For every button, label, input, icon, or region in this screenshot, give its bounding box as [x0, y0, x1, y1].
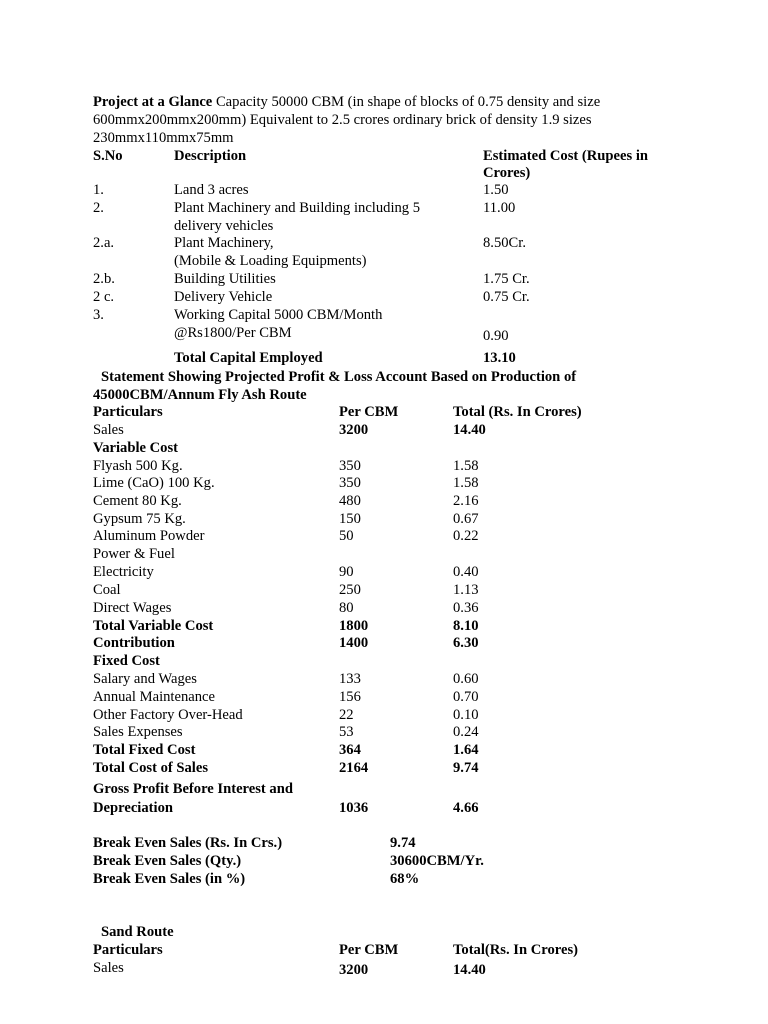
gross-profit-total: 4.66 — [453, 800, 479, 816]
sand-total: 14.40 — [453, 962, 486, 978]
pl-per: 156 — [339, 689, 361, 705]
intro-heading: Project at a Glance — [93, 94, 213, 110]
glance-desc: Plant Machinery and Building including 5 — [174, 200, 421, 216]
glance-desc: Delivery Vehicle — [174, 289, 273, 305]
pl-label: Total Fixed Cost — [93, 742, 196, 758]
breakeven-value: 30600CBM/Yr. — [390, 853, 484, 869]
pl-total: 0.24 — [453, 724, 479, 740]
intro-text: Capacity 50000 CBM (in shape of blocks of 0.75 density and size — [215, 94, 601, 110]
pl-total: 6.30 — [453, 635, 479, 651]
glance-desc: Working Capital 5000 CBM/Month — [174, 307, 383, 323]
glance-cost: 11.00 — [483, 200, 516, 216]
pl-label: Sales — [93, 422, 124, 438]
pl-label: Total Cost of Sales — [93, 760, 209, 776]
pl-total: 0.40 — [453, 564, 479, 580]
glance-sno: 2 c. — [93, 289, 115, 305]
header-estimated-cost-unit: Crores) — [483, 165, 531, 181]
pl-per: 480 — [339, 493, 361, 509]
pl-per: 80 — [339, 600, 354, 616]
gross-profit-per: 1036 — [339, 800, 369, 816]
glance-sno: 2. — [93, 200, 104, 216]
gross-profit-label: Gross Profit Before Interest and — [93, 781, 293, 797]
header-description: Description — [174, 148, 247, 164]
glance-desc: @Rs1800/Per CBM — [174, 325, 292, 341]
pl-total: 0.36 — [453, 600, 479, 616]
pl-total: 0.70 — [453, 689, 479, 705]
pl-per: 2164 — [339, 760, 369, 776]
pl-label: Aluminum Powder — [93, 528, 205, 544]
pl-label: Cement 80 Kg. — [93, 493, 182, 509]
pl-title: Statement Showing Projected Profit & Loss Account Based on Production of — [101, 369, 577, 385]
pl-per: 150 — [339, 511, 361, 527]
pl-per: 50 — [339, 528, 354, 544]
sand-header-per-cbm: Per CBM — [339, 942, 399, 958]
total-capital-value: 13.10 — [483, 350, 516, 366]
pl-total: 1.58 — [453, 475, 479, 491]
pl-per: 250 — [339, 582, 361, 598]
breakeven-label: Break Even Sales (in %) — [93, 871, 246, 887]
glance-desc: (Mobile & Loading Equipments) — [174, 253, 367, 269]
pl-total: 1.58 — [453, 458, 479, 474]
pl-per: 53 — [339, 724, 354, 740]
glance-cost: 8.50Cr. — [483, 235, 526, 251]
intro-line-2: 600mmx200mmx200mm) Equivalent to 2.5 crores ordinary brick of density 1.9 sizes — [93, 112, 592, 128]
pl-label: Direct Wages — [93, 600, 172, 616]
pl-total: 0.67 — [453, 511, 479, 527]
breakeven-label: Break Even Sales (Qty.) — [93, 853, 242, 869]
pl-label: Total Variable Cost — [93, 618, 214, 634]
pl-per: 3200 — [339, 422, 369, 438]
pl-label: Other Factory Over-Head — [93, 707, 243, 723]
sand-per: 3200 — [339, 962, 369, 978]
glance-sno: 2.b. — [93, 271, 115, 287]
pl-per: 90 — [339, 564, 354, 580]
sand-header-particulars: Particulars — [93, 942, 163, 958]
glance-sno: 2.a. — [93, 235, 115, 251]
total-capital-label: Total Capital Employed — [174, 350, 323, 366]
pl-total: 1.64 — [453, 742, 479, 758]
glance-sno: 3. — [93, 307, 104, 323]
pl-total: 8.10 — [453, 618, 479, 634]
glance-cost: 0.75 Cr. — [483, 289, 530, 305]
pl-header-per-cbm: Per CBM — [339, 404, 399, 420]
pl-header-total: Total (Rs. In Crores) — [453, 404, 582, 420]
pl-label: Flyash 500 Kg. — [93, 458, 183, 474]
pl-section-label: Fixed Cost — [93, 653, 160, 669]
pl-per: 350 — [339, 458, 361, 474]
pl-label: Contribution — [93, 635, 175, 651]
header-sno: S.No — [93, 148, 123, 164]
pl-label: Sales Expenses — [93, 724, 183, 740]
pl-subsection-label: Power & Fuel — [93, 546, 175, 562]
pl-label: Gypsum 75 Kg. — [93, 511, 186, 527]
header-estimated-cost: Estimated Cost (Rupees in — [483, 148, 648, 164]
pl-label: Annual Maintenance — [93, 689, 215, 705]
breakeven-label: Break Even Sales (Rs. In Crs.) — [93, 835, 283, 851]
pl-per: 350 — [339, 475, 361, 491]
pl-header-particulars: Particulars — [93, 404, 163, 420]
glance-cost: 1.75 Cr. — [483, 271, 530, 287]
pl-per: 1400 — [339, 635, 369, 651]
glance-cost: 0.90 — [483, 328, 509, 344]
glance-desc: Plant Machinery, — [174, 235, 274, 251]
intro-line-3: 230mmx110mmx75mm — [93, 130, 234, 146]
sand-header-total: Total(Rs. In Crores) — [453, 942, 579, 958]
pl-label: Coal — [93, 582, 121, 598]
pl-per: 364 — [339, 742, 361, 758]
pl-section-label: Variable Cost — [93, 440, 178, 456]
intro-line-1 — [93, 93, 600, 111]
pl-total: 1.13 — [453, 582, 479, 598]
pl-label: Electricity — [93, 564, 154, 580]
pl-total: 0.10 — [453, 707, 479, 723]
sand-label: Sales — [93, 960, 124, 976]
glance-cost: 1.50 — [483, 182, 509, 198]
glance-desc: Building Utilities — [174, 271, 276, 287]
glance-desc: delivery vehicles — [174, 218, 274, 234]
glance-desc: Land 3 acres — [174, 182, 249, 198]
pl-subtitle: 45000CBM/Annum Fly Ash Route — [93, 387, 307, 403]
breakeven-value: 68% — [390, 871, 420, 887]
pl-label: Salary and Wages — [93, 671, 197, 687]
pl-total: 14.40 — [453, 422, 486, 438]
pl-total: 0.60 — [453, 671, 479, 687]
pl-per: 133 — [339, 671, 361, 687]
pl-total: 0.22 — [453, 528, 479, 544]
glance-sno: 1. — [93, 182, 104, 198]
pl-total: 9.74 — [453, 760, 479, 776]
pl-per: 1800 — [339, 618, 369, 634]
pl-per: 22 — [339, 707, 354, 723]
gross-profit-label-2: Depreciation — [93, 800, 173, 816]
sand-route-title: Sand Route — [101, 924, 174, 940]
breakeven-value: 9.74 — [390, 835, 416, 851]
pl-total: 2.16 — [453, 493, 479, 509]
pl-label: Lime (CaO) 100 Kg. — [93, 475, 215, 491]
